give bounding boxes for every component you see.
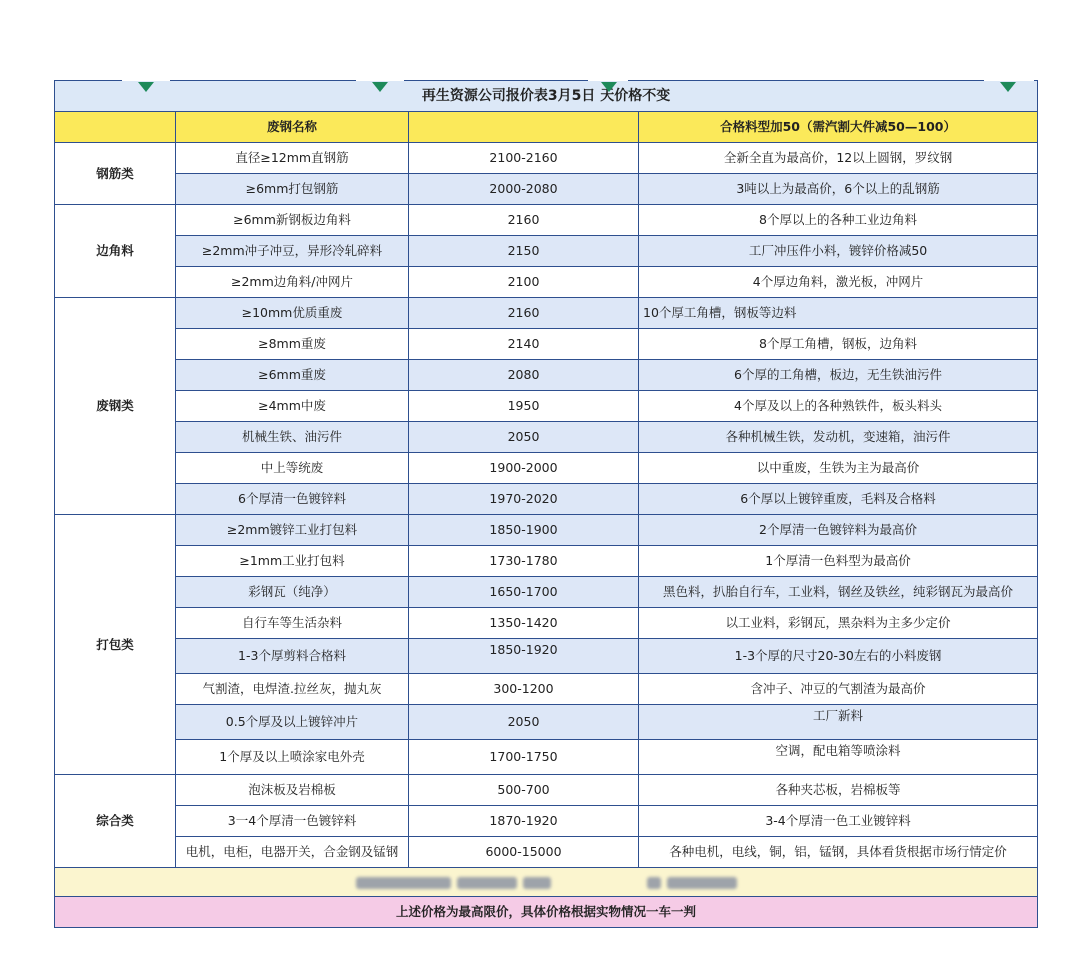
table-row — [55, 298, 1038, 329]
filter-triangle-icon[interactable] — [138, 82, 154, 92]
price-cell: 2160 — [409, 205, 639, 236]
header-cell-price — [409, 112, 639, 143]
table-row — [55, 639, 1038, 674]
price-cell: 2050 — [409, 422, 639, 453]
category-cell: 打包类 — [55, 515, 176, 775]
item-name-cell: ≥6mm新钢板边角料 — [176, 205, 409, 236]
table-row — [55, 705, 1038, 740]
price-cell: 2140 — [409, 329, 639, 360]
price-cell: 2100-2160 — [409, 143, 639, 174]
footer-note: 上述价格为最高限价，具体价格根据实物情况一车一判 — [55, 897, 1038, 928]
price-cell: 1900-2000 — [409, 453, 639, 484]
price-cell: 2100 — [409, 267, 639, 298]
note-cell: 以中重废，生铁为主为最高价 — [639, 453, 1038, 484]
title-text: 再生资源公司报价表3月5日 天价格不变 — [421, 88, 671, 104]
item-name-cell: 中上等统废 — [176, 453, 409, 484]
header-row — [55, 112, 1038, 143]
item-name-cell: ≥8mm重废 — [176, 329, 409, 360]
price-table — [54, 80, 1038, 928]
price-cell: 300-1200 — [409, 674, 639, 705]
redacted-row — [55, 868, 1038, 897]
item-name-cell: ≥2mm镀锌工业打包料 — [176, 515, 409, 546]
note-cell: 1个厚清一色料型为最高价 — [639, 546, 1038, 577]
price-cell: 2000-2080 — [409, 174, 639, 205]
price-cell: 1850-1920 — [409, 639, 639, 674]
category-cell: 边角料 — [55, 205, 176, 298]
item-name-cell: 电机，电柜，电器开关，合金钢及锰钢 — [176, 837, 409, 868]
note-cell: 含冲子、冲豆的气割渣为最高价 — [639, 674, 1038, 705]
price-cell: 2080 — [409, 360, 639, 391]
note-cell: 工厂冲压件小料，镀锌价格减50 — [639, 236, 1038, 267]
item-name-cell: 自行车等生活杂料 — [176, 608, 409, 639]
table-row — [55, 837, 1038, 868]
table-row — [55, 740, 1038, 775]
note-cell: 空调，配电箱等喷涂料 — [639, 740, 1038, 775]
filter-triangle-icon[interactable] — [601, 82, 617, 92]
item-name-cell: 直径≥12mm直钢筋 — [176, 143, 409, 174]
table-row — [55, 515, 1038, 546]
table-row — [55, 236, 1038, 267]
table-row — [55, 174, 1038, 205]
price-cell: 2150 — [409, 236, 639, 267]
note-cell: 8个厚工角槽，钢板，边角料 — [639, 329, 1038, 360]
table-row — [55, 391, 1038, 422]
table-row — [55, 775, 1038, 806]
price-cell: 6000-15000 — [409, 837, 639, 868]
header-cell-empty — [55, 112, 176, 143]
price-cell: 1700-1750 — [409, 740, 639, 775]
note-cell: 各种电机，电线，铜，铝，锰钢，具体看货根据市场行情定价 — [639, 837, 1038, 868]
item-name-cell: ≥10mm优质重废 — [176, 298, 409, 329]
note-cell: 6个厚以上镀锌重废，毛料及合格料 — [639, 484, 1038, 515]
item-name-cell: 3一4个厚清一色镀锌料 — [176, 806, 409, 837]
category-cell: 综合类 — [55, 775, 176, 868]
note-cell: 8个厚以上的各种工业边角料 — [639, 205, 1038, 236]
table-row — [55, 143, 1038, 174]
note-cell: 2个厚清一色镀锌料为最高价 — [639, 515, 1038, 546]
price-cell: 2050 — [409, 705, 639, 740]
table-row — [55, 484, 1038, 515]
item-name-cell: ≥6mm重废 — [176, 360, 409, 391]
note-cell: 6个厚的工角槽，板边，无生铁油污件 — [639, 360, 1038, 391]
category-cell: 钢筋类 — [55, 143, 176, 205]
table-row — [55, 205, 1038, 236]
item-name-cell: 气割渣，电焊渣.拉丝灰，抛丸灰 — [176, 674, 409, 705]
price-cell: 1870-1920 — [409, 806, 639, 837]
price-cell: 1970-2020 — [409, 484, 639, 515]
table-row — [55, 577, 1038, 608]
table-title — [55, 81, 1038, 112]
note-cell: 10个厚工角槽，钢板等边料 — [639, 298, 1038, 329]
price-cell: 1850-1900 — [409, 515, 639, 546]
table-row — [55, 453, 1038, 484]
note-cell: 以工业料，彩钢瓦，黑杂料为主多少定价 — [639, 608, 1038, 639]
item-name-cell: 1个厚及以上喷涂家电外壳 — [176, 740, 409, 775]
price-cell: 1650-1700 — [409, 577, 639, 608]
price-cell: 500-700 — [409, 775, 639, 806]
note-cell: 黑色料，扒胎自行车，工业料，钢丝及铁丝，纯彩钢瓦为最高价 — [639, 577, 1038, 608]
price-cell: 1950 — [409, 391, 639, 422]
table-row — [55, 267, 1038, 298]
item-name-cell: 泡沫板及岩棉板 — [176, 775, 409, 806]
price-cell: 2160 — [409, 298, 639, 329]
table-row — [55, 608, 1038, 639]
table-row — [55, 674, 1038, 705]
header-cell-note: 合格料型加50（需汽割大件减50—100） — [639, 112, 1038, 143]
note-cell: 各种机械生铁，发动机，变速箱，油污件 — [639, 422, 1038, 453]
item-name-cell: 机械生铁、油污件 — [176, 422, 409, 453]
note-cell: 工厂新料 — [639, 705, 1038, 740]
item-name-cell: ≥2mm边角料/冲网片 — [176, 267, 409, 298]
price-sheet — [54, 80, 1037, 928]
item-name-cell: ≥4mm中废 — [176, 391, 409, 422]
redacted-contact — [55, 868, 1038, 897]
item-name-cell: 1-3个厚剪料合格料 — [176, 639, 409, 674]
note-cell: 3吨以上为最高价，6个以上的乱钢筋 — [639, 174, 1038, 205]
footer-row — [55, 897, 1038, 928]
table-row — [55, 422, 1038, 453]
item-name-cell: 0.5个厚及以上镀锌冲片 — [176, 705, 409, 740]
note-cell: 各种夹芯板，岩棉板等 — [639, 775, 1038, 806]
title-row — [55, 81, 1038, 112]
item-name-cell: ≥6mm打包钢筋 — [176, 174, 409, 205]
item-name-cell: ≥1mm工业打包料 — [176, 546, 409, 577]
filter-triangle-icon[interactable] — [372, 82, 388, 92]
item-name-cell: 6个厚清一色镀锌料 — [176, 484, 409, 515]
note-cell: 3-4个厚清一色工业镀锌料 — [639, 806, 1038, 837]
note-cell: 4个厚及以上的各种熟铁件，板头料头 — [639, 391, 1038, 422]
header-cell-name: 废钢名称 — [176, 112, 409, 143]
category-cell: 废钢类 — [55, 298, 176, 515]
filter-triangle-icon[interactable] — [1000, 82, 1016, 92]
table-row — [55, 329, 1038, 360]
note-cell: 1-3个厚的尺寸20-30左右的小料废钢 — [639, 639, 1038, 674]
table-row — [55, 360, 1038, 391]
table-row — [55, 806, 1038, 837]
table-row — [55, 546, 1038, 577]
price-cell: 1350-1420 — [409, 608, 639, 639]
price-cell: 1730-1780 — [409, 546, 639, 577]
note-cell: 全新全直为最高价，12以上圆钢，罗纹钢 — [639, 143, 1038, 174]
note-cell: 4个厚边角料，激光板，冲网片 — [639, 267, 1038, 298]
item-name-cell: 彩钢瓦（纯净） — [176, 577, 409, 608]
item-name-cell: ≥2mm冲子冲豆，异形冷轧碎料 — [176, 236, 409, 267]
